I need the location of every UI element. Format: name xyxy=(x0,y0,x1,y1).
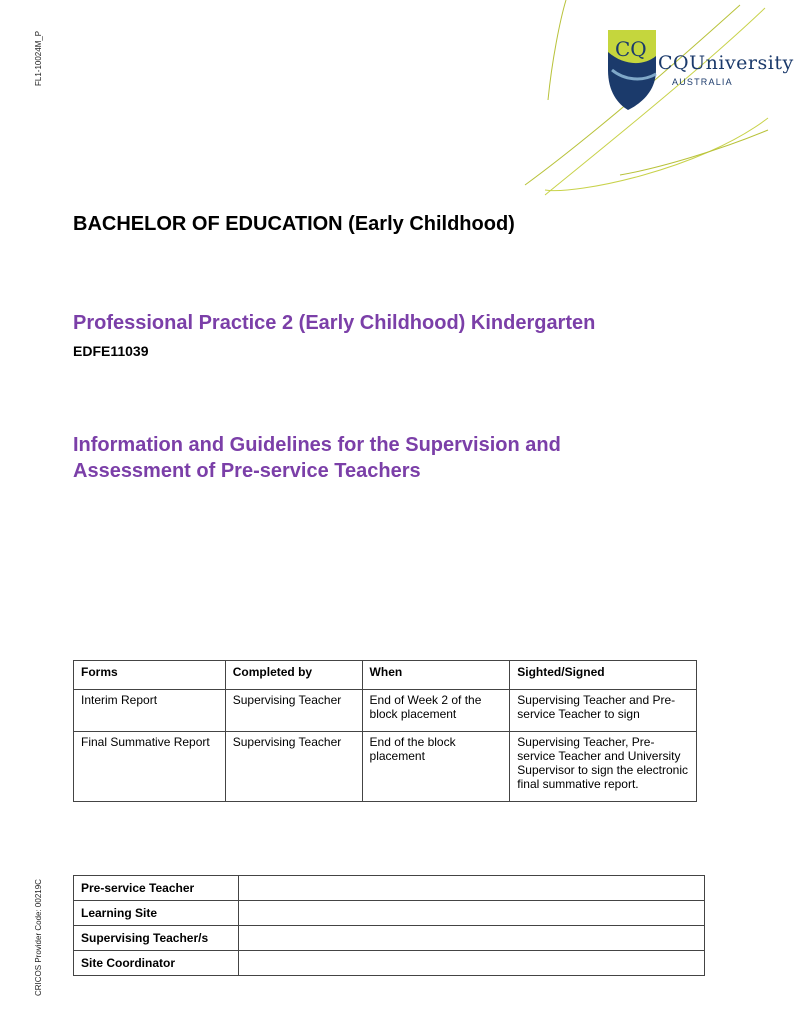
field-pre-service-teacher[interactable] xyxy=(239,876,705,901)
table-row xyxy=(74,732,697,802)
cell-when: End of Week 2 of the block placement xyxy=(362,690,510,732)
label-site-coordinator: Site Coordinator xyxy=(74,951,239,976)
info-row-learning-site xyxy=(74,901,705,926)
cell-when: End of the block placement xyxy=(362,732,510,802)
course-code: EDFE11039 xyxy=(73,343,149,359)
course-title: Professional Practice 2 (Early Childhood) Kindergarten xyxy=(73,312,596,334)
cell-completed-by: Supervising Teacher xyxy=(225,690,362,732)
cell-sighted-signed: Supervising Teacher and Pre-service Teacher to sign xyxy=(510,690,697,732)
forms-table-header-row xyxy=(74,661,697,690)
header-when: When xyxy=(362,661,510,690)
guide-title xyxy=(73,432,713,484)
forms-table xyxy=(73,660,697,802)
logo-wordmark: CQUniversity xyxy=(658,52,794,74)
table-row xyxy=(74,690,697,732)
info-row-supervising-teacher xyxy=(74,926,705,951)
field-supervising-teacher[interactable] xyxy=(239,926,705,951)
logo-subtext: AUSTRALIA xyxy=(672,77,733,87)
info-row-site-coordinator xyxy=(74,951,705,976)
cell-form: Final Summative Report xyxy=(74,732,226,802)
cell-form: Interim Report xyxy=(74,690,226,732)
label-supervising-teacher: Supervising Teacher/s xyxy=(74,926,239,951)
header-sighted-signed: Sighted/Signed xyxy=(510,661,697,690)
degree-title: BACHELOR OF EDUCATION (Early Childhood) xyxy=(73,213,515,235)
info-row-pre-service-teacher xyxy=(74,876,705,901)
cricos-code: CRICOS Provider Code: 00219C xyxy=(34,879,43,996)
guide-title-line-1: Information and Guidelines for the Supervision and xyxy=(73,434,561,456)
guide-title-line-2: Assessment of Pre-service Teachers xyxy=(73,460,421,482)
cqu-logo xyxy=(604,26,794,114)
shield-icon xyxy=(604,26,664,114)
cell-completed-by: Supervising Teacher xyxy=(225,732,362,802)
label-pre-service-teacher: Pre-service Teacher xyxy=(74,876,239,901)
field-learning-site[interactable] xyxy=(239,901,705,926)
field-site-coordinator[interactable] xyxy=(239,951,705,976)
svg-text:CQ: CQ xyxy=(615,37,647,61)
header-forms: Forms xyxy=(74,661,226,690)
placement-info-table xyxy=(73,875,705,976)
label-learning-site: Learning Site xyxy=(74,901,239,926)
header-completed-by: Completed by xyxy=(225,661,362,690)
document-code-top: FL1-10024M_P xyxy=(34,30,43,86)
cell-sighted-signed: Supervising Teacher, Pre-service Teacher and University Supervisor to sign the electronic final summative report. xyxy=(510,732,697,802)
